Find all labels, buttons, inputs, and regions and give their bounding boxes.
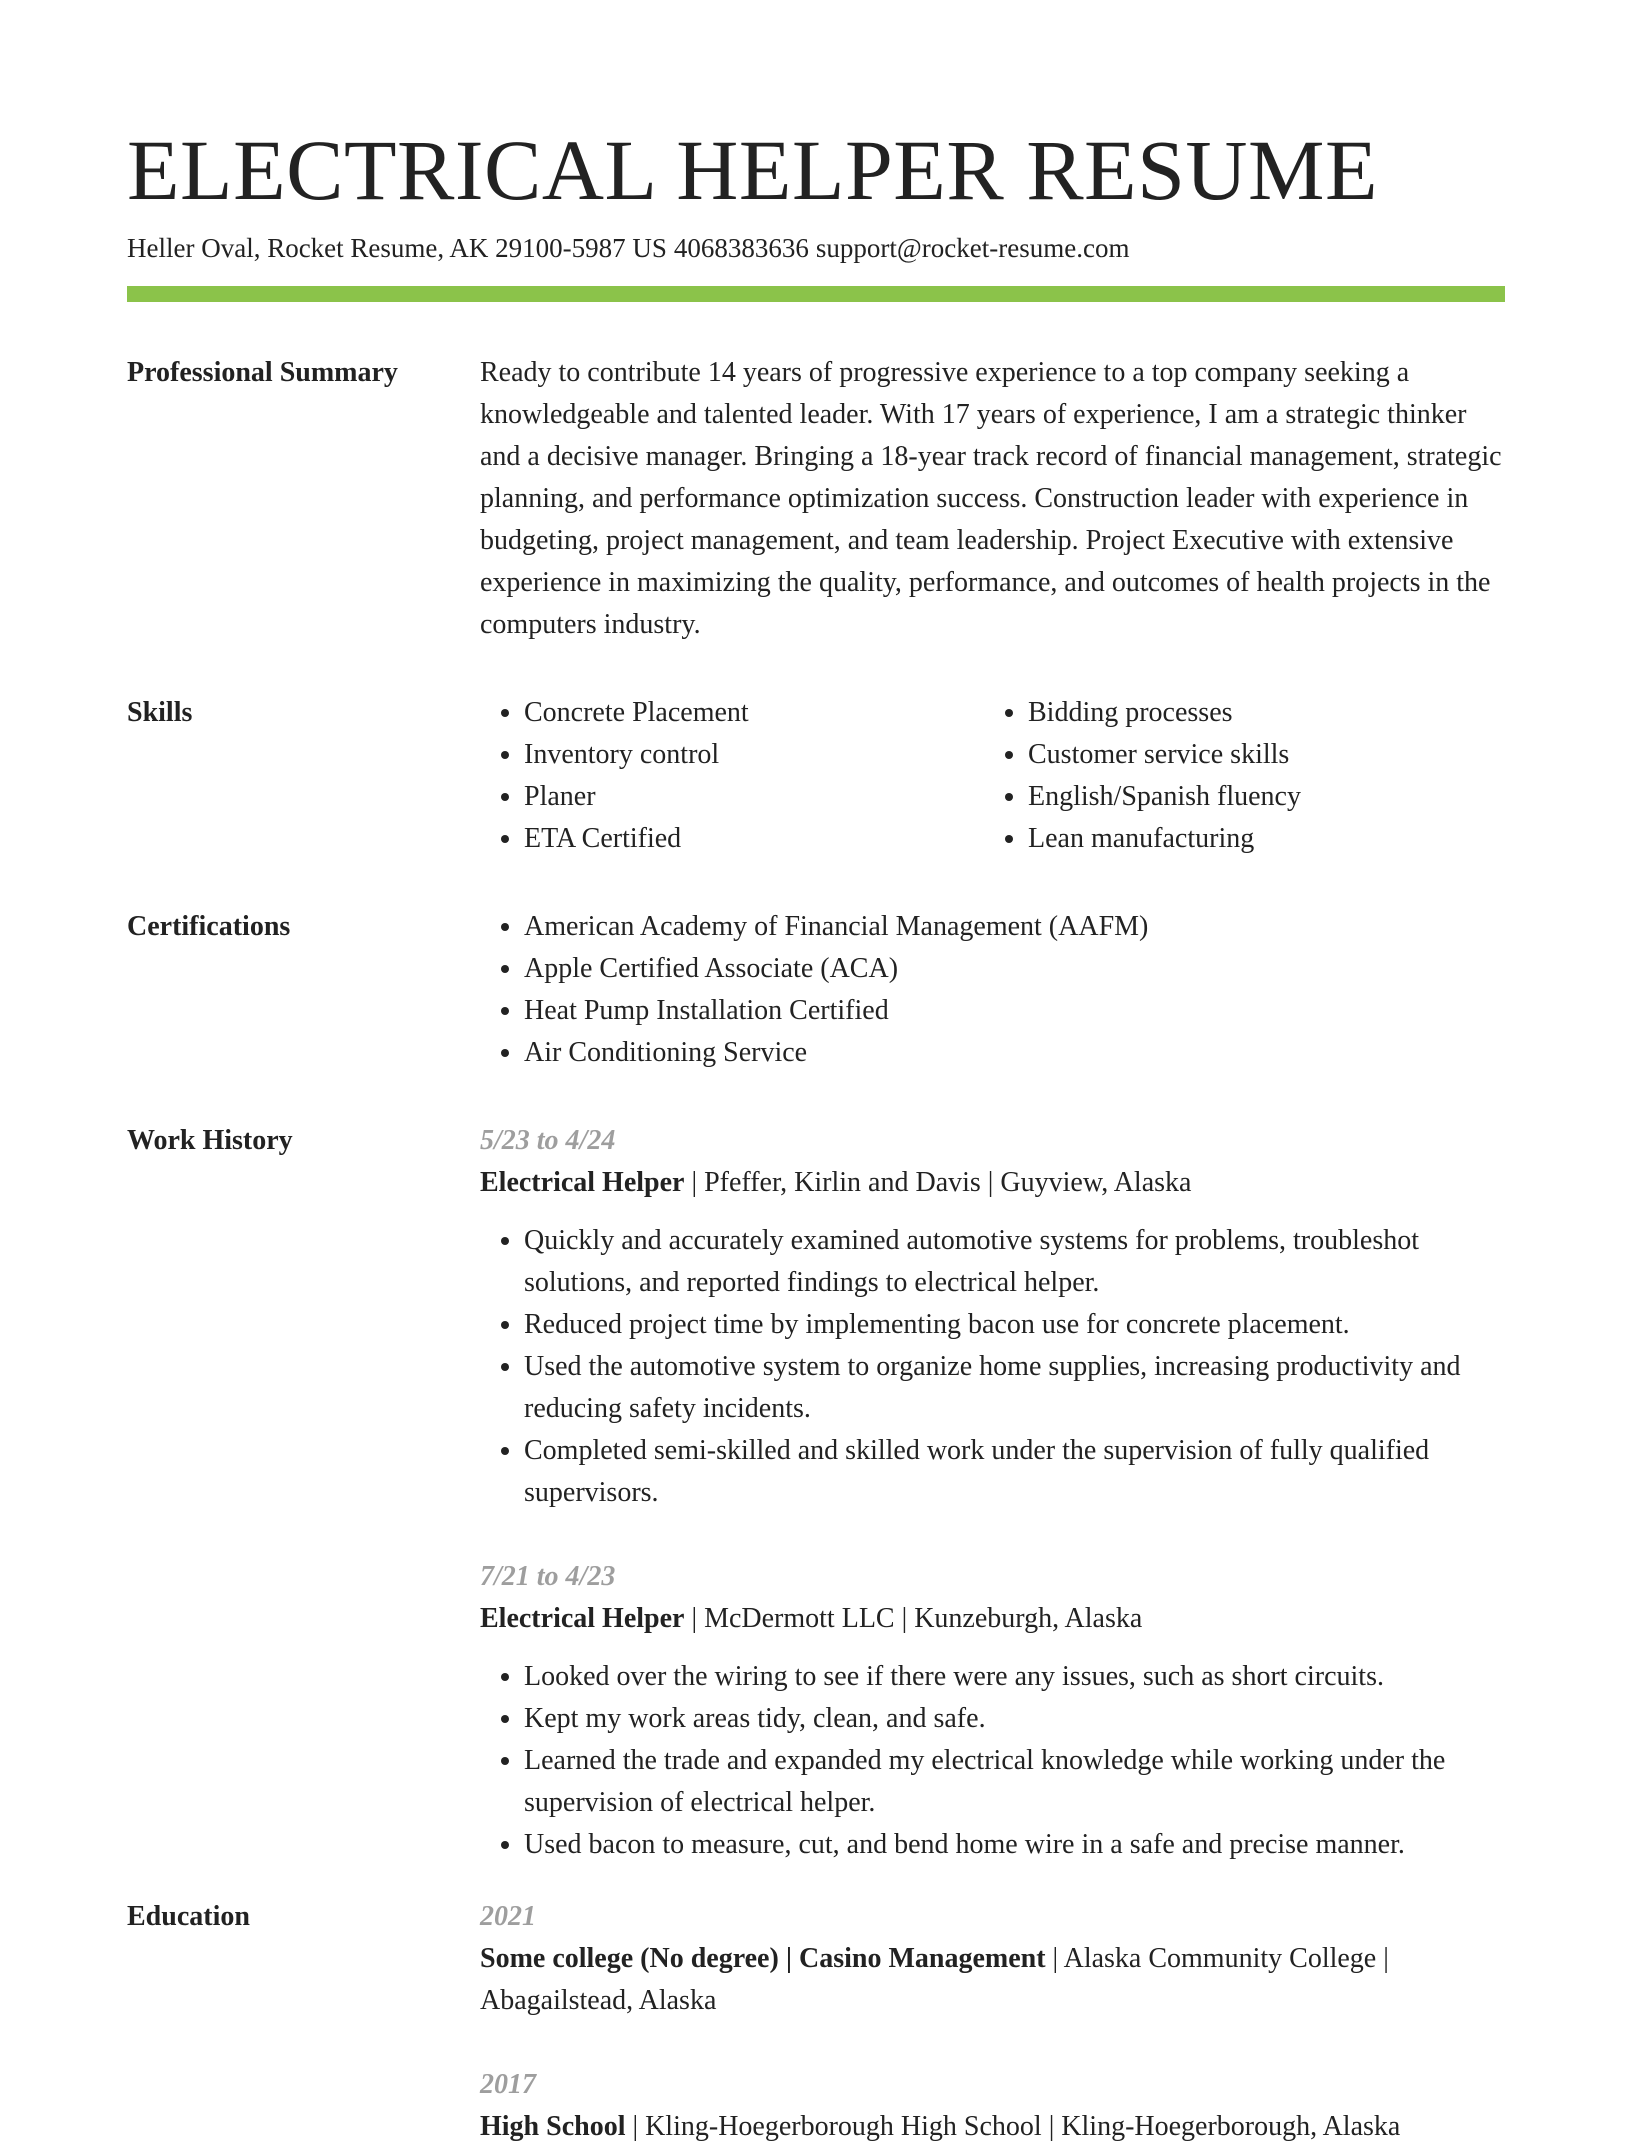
skill-item: • Planer (524, 776, 984, 818)
education-section (127, 1896, 1505, 2148)
education-line (480, 2106, 1505, 2148)
skill-item: • Inventory control (524, 734, 984, 776)
job-dates: 5/23 to 4/24 (480, 1125, 616, 1156)
job-title: Electrical Helper (480, 1167, 685, 1198)
education-heading: Education (127, 1901, 250, 1932)
resume-title: ELECTRICAL HELPER RESUME (127, 122, 1379, 218)
certification-item: • American Academy of Financial Management (AAFM) (524, 906, 1505, 948)
education-year: 2017 (480, 2069, 536, 2100)
job-entry (480, 1556, 1505, 1866)
summary-text: Ready to contribute 14 years of progressive experience to a top company seeking a knowledgeable and talented leader. With 17 years of experience, I am a strategic thinker and a decisive manager. Bringing a 18-year track record of financial management, strategic planning, and performance optimization success. Construction leader with experience in budgeting, project management, and team leadership. Project Executive with extensive experience in maximizing the quality, performance, and outcomes of health projects in the computers industry. (480, 357, 1502, 640)
job-bullet: • Used bacon to measure, cut, and bend home wire in a safe and precise manner. (524, 1824, 1505, 1866)
job-bullet: • Quickly and accurately examined automotive systems for problems, troubleshot solutions, and reported findings to electrical helper. (524, 1220, 1505, 1304)
job-title: Electrical Helper (480, 1603, 685, 1634)
skills-heading: Skills (127, 697, 193, 728)
certification-item: • Air Conditioning Service (524, 1032, 1505, 1074)
certifications-list (480, 906, 1505, 1074)
job-bullet: • Completed semi-skilled and skilled work under the supervision of fully qualified supervisors. (524, 1430, 1505, 1514)
job-dates: 7/21 to 4/23 (480, 1561, 616, 1592)
job-details: | McDermott LLC | Kunzeburgh, Alaska (684, 1603, 1143, 1634)
summary-heading: Professional Summary (127, 357, 398, 388)
work-history-heading: Work History (127, 1125, 293, 1156)
job-bullets (480, 1220, 1505, 1514)
job-bullet: • Kept my work areas tidy, clean, and safe. (524, 1698, 1505, 1740)
job-heading (480, 1598, 1505, 1640)
job-bullets (480, 1656, 1505, 1866)
skill-item: • Lean manufacturing (1028, 818, 1528, 860)
job-bullet: • Looked over the wiring to see if there were any issues, such as short circuits. (524, 1656, 1505, 1698)
work-history-section (127, 1120, 1505, 1866)
certification-item: • Heat Pump Installation Certified (524, 990, 1505, 1032)
education-year: 2021 (480, 1901, 536, 1932)
skill-item: • English/Spanish fluency (1028, 776, 1528, 818)
summary-section (127, 352, 1505, 646)
education-line (480, 1938, 1505, 2022)
education-entry (480, 2064, 1505, 2148)
job-entry (480, 1120, 1505, 1514)
skill-item: • ETA Certified (524, 818, 984, 860)
job-bullet: • Used the automotive system to organize home supplies, increasing productivity and reducing safety incidents. (524, 1346, 1505, 1430)
education-details: | Alaska Community College | Abagailstead, Alaska (480, 1943, 1389, 2016)
job-bullet: • Reduced project time by implementing bacon use for concrete placement. (524, 1304, 1505, 1346)
job-bullet: • Learned the trade and expanded my electrical knowledge while working under the supervision of electrical helper. (524, 1740, 1505, 1824)
certifications-section (127, 906, 1505, 1074)
contact-line (127, 230, 1505, 266)
contact-email: support@rocket-resume.com (815, 233, 1130, 263)
contact-phone: 4068383636 (673, 233, 809, 263)
skills-list-right (984, 692, 1528, 860)
certification-item: • Apple Certified Associate (ACA) (524, 948, 1505, 990)
skills-list-left (480, 692, 984, 860)
skill-item: • Concrete Placement (524, 692, 984, 734)
skill-item: • Bidding processes (1028, 692, 1528, 734)
job-details: | Pfeffer, Kirlin and Davis | Guyview, Alaska (684, 1167, 1192, 1198)
education-degree: High School (480, 2111, 626, 2142)
education-entry (480, 1896, 1505, 2022)
resume-page (127, 120, 1505, 2148)
accent-divider (127, 286, 1505, 302)
education-degree: Some college (No degree) | Casino Management (480, 1943, 1046, 1974)
skills-section (127, 692, 1505, 860)
education-details: | Kling-Hoegerborough High School | Kling-Hoegerborough, Alaska (625, 2111, 1401, 2142)
certifications-heading: Certifications (127, 911, 291, 942)
job-heading (480, 1162, 1505, 1204)
skill-item: • Customer service skills (1028, 734, 1528, 776)
contact-address: Heller Oval, Rocket Resume, AK 29100-5987 US (127, 233, 667, 263)
